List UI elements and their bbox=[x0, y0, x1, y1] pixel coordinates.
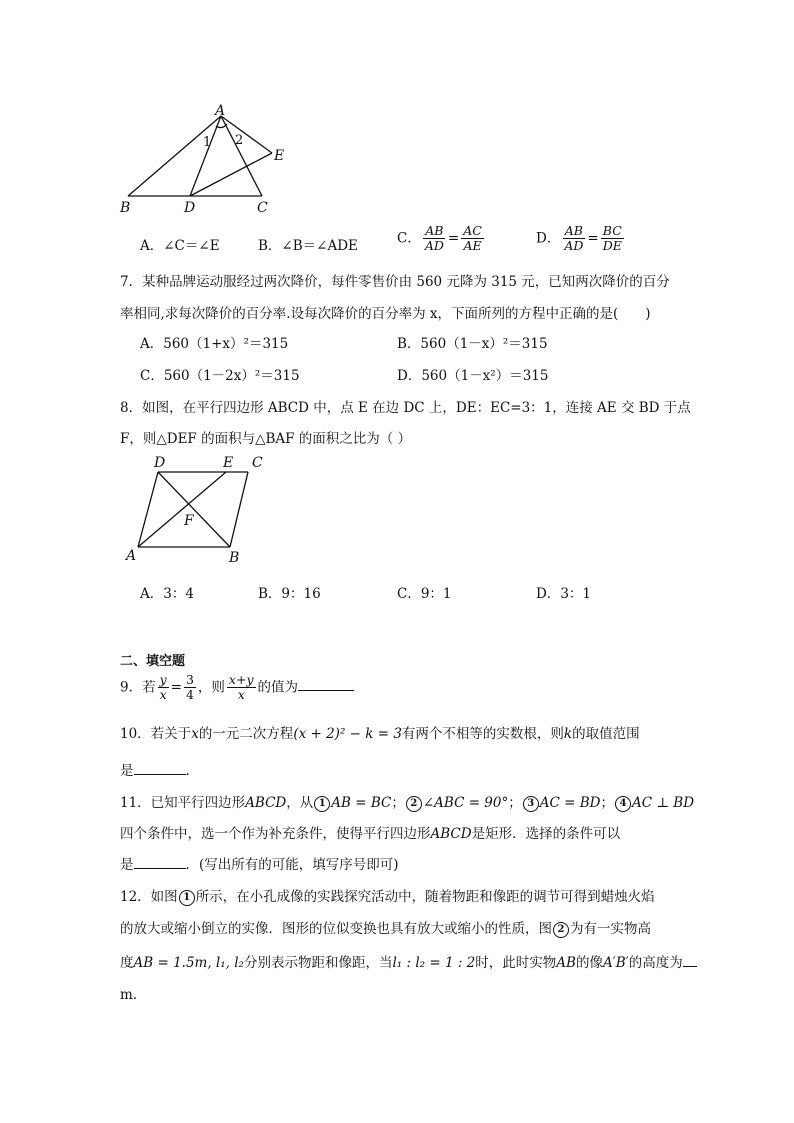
fraction-ab-ad-2: $\frac{AB}{AD}$ bbox=[564, 223, 584, 254]
label-C: C bbox=[252, 455, 263, 471]
fraction-3-4: $\frac{3}{4}$ bbox=[185, 672, 194, 703]
fraction-bc-de: $\frac{BC}{DE}$ bbox=[602, 223, 622, 254]
q8-option-c: C．9：1 bbox=[397, 586, 452, 602]
circled-number-1: 1 bbox=[314, 796, 330, 812]
segment-BC bbox=[230, 472, 248, 547]
circled-number-1: 1 bbox=[179, 890, 195, 906]
segment-AD bbox=[138, 472, 158, 547]
circled-number-3: 3 bbox=[523, 796, 539, 812]
q6-option-b: B．∠B＝∠ADE bbox=[258, 238, 358, 254]
segment-AB bbox=[128, 116, 221, 196]
q12-line-2: 的放大或缩小倒立的实像．图形的位似变换也具有放大或缩小的性质，图 2 为有一实物高 bbox=[120, 921, 651, 937]
q10-line-1: 10．若关于x的一元二次方程(x + 2)² − k = 3有两个不相等的实数根，则k的取值范围 bbox=[120, 726, 640, 742]
segment-AE bbox=[138, 472, 226, 547]
q11-line-3: 是 ．(写出所有的可能，填写序号即可) bbox=[120, 853, 399, 873]
answer-blank[interactable] bbox=[134, 760, 186, 775]
q8-line-1: 8．如图，在平行四边形 ABCD 中，点 E 在边 DC 上，DE：EC=3：1，连接 AE 交 BD 于点 bbox=[120, 400, 691, 416]
q6-option-c: C． $\frac{AB}{AD}$ = $\frac{AC}{AE}$ bbox=[397, 223, 482, 254]
q7-line-1: 7．某种品牌运动服经过两次降价，每件零售价由 560 元降为 315 元，已知两次降价的百分 bbox=[120, 274, 670, 290]
q10-line-2: 是 . bbox=[120, 759, 190, 779]
q7-option-b: B．560（1－x）²＝315 bbox=[397, 336, 548, 352]
section-title: 二、填空题 bbox=[120, 654, 186, 669]
q12-line-4: m. bbox=[120, 987, 138, 1003]
q8-option-b: B．9：16 bbox=[258, 586, 321, 602]
segment-AE bbox=[221, 116, 272, 153]
label-F: F bbox=[184, 513, 194, 529]
q6-option-d: D． $\frac{AB}{AD}$ = $\frac{BC}{DE}$ bbox=[536, 223, 622, 254]
circled-number-4: 4 bbox=[615, 796, 631, 812]
label-A: A bbox=[215, 103, 226, 119]
label-B: B bbox=[229, 550, 240, 566]
q8-line-2: F，则△DEF 的面积与△BAF 的面积之比为（ ） bbox=[120, 431, 412, 447]
q11-line-2: 四个条件中，选一个作为补充条件，使得平行四边形ABCD是矩形．选择的条件可以 bbox=[120, 826, 621, 842]
label-D: D bbox=[184, 200, 196, 216]
q9-line: 9．若 $\frac{y}{x}$ = $\frac{3}{4}$ ，则 $\frac{x+y}{x}$ 的值为 bbox=[120, 673, 354, 703]
q8-option-d: D．3：1 bbox=[536, 586, 592, 602]
q12-line-1: 12．如图 1 所示，在小孔成像的实践探究活动中，随着物距和像距的调节可得到蜡烛火焰 bbox=[120, 889, 655, 905]
answer-blank[interactable] bbox=[298, 676, 354, 691]
label-C: C bbox=[257, 200, 268, 216]
segment-BD bbox=[158, 472, 230, 547]
q7-option-d: D．560（1－x²）＝315 bbox=[397, 368, 549, 384]
fraction-y-x: $\frac{y}{x}$ bbox=[159, 672, 167, 703]
segment-DE bbox=[190, 153, 272, 196]
circled-number-2: 2 bbox=[553, 922, 569, 938]
fraction-ab-ad: $\frac{AB}{AD}$ bbox=[424, 223, 444, 254]
label-angle-1: 1 bbox=[203, 135, 212, 150]
label-B: B bbox=[120, 200, 131, 216]
fraction-ac-ae: $\frac{AC}{AE}$ bbox=[463, 223, 482, 254]
q8-option-a: A．3：4 bbox=[140, 586, 194, 602]
fraction-xy-x: $\frac{x+y}{x}$ bbox=[228, 672, 254, 703]
label-E: E bbox=[274, 148, 285, 164]
segment-AD bbox=[190, 116, 221, 196]
q10-equation: (x + 2)² − k = 3 bbox=[293, 726, 402, 742]
q7-option-a: A．560（1+x）²＝315 bbox=[140, 336, 289, 352]
parallelogram-figure bbox=[118, 452, 278, 568]
q12-line-3: 度AB = 1.5m, l₁, l₂分别表示物距和像距，当l₁ : l₂ = 1 : 2时，此时实物AB的像A′B′的高度为 bbox=[120, 951, 697, 971]
q7-option-c: C．560（1－2x）²＝315 bbox=[140, 368, 300, 384]
answer-blank[interactable] bbox=[134, 854, 186, 869]
label-E: E bbox=[223, 455, 234, 471]
answer-blank[interactable] bbox=[683, 952, 697, 967]
q11-line-1: 11．已知平行四边形ABCD，从 1 AB = BC； 2 ∠ABC = 90°； 3 AC = BD； 4 AC ⊥ BD bbox=[120, 795, 695, 811]
label-angle-2: 2 bbox=[235, 133, 244, 148]
label-A: A bbox=[126, 548, 137, 564]
triangle-figure bbox=[110, 100, 310, 218]
segment-AC bbox=[221, 116, 262, 196]
q7-line-2: 率相同,求每次降价的百分率.设每次降价的百分率为 x，下面所列的方程中正确的是( ) bbox=[120, 306, 651, 322]
label-D: D bbox=[154, 455, 166, 471]
q6-option-a: A．∠C＝∠E bbox=[140, 238, 220, 254]
circled-number-2: 2 bbox=[406, 796, 422, 812]
